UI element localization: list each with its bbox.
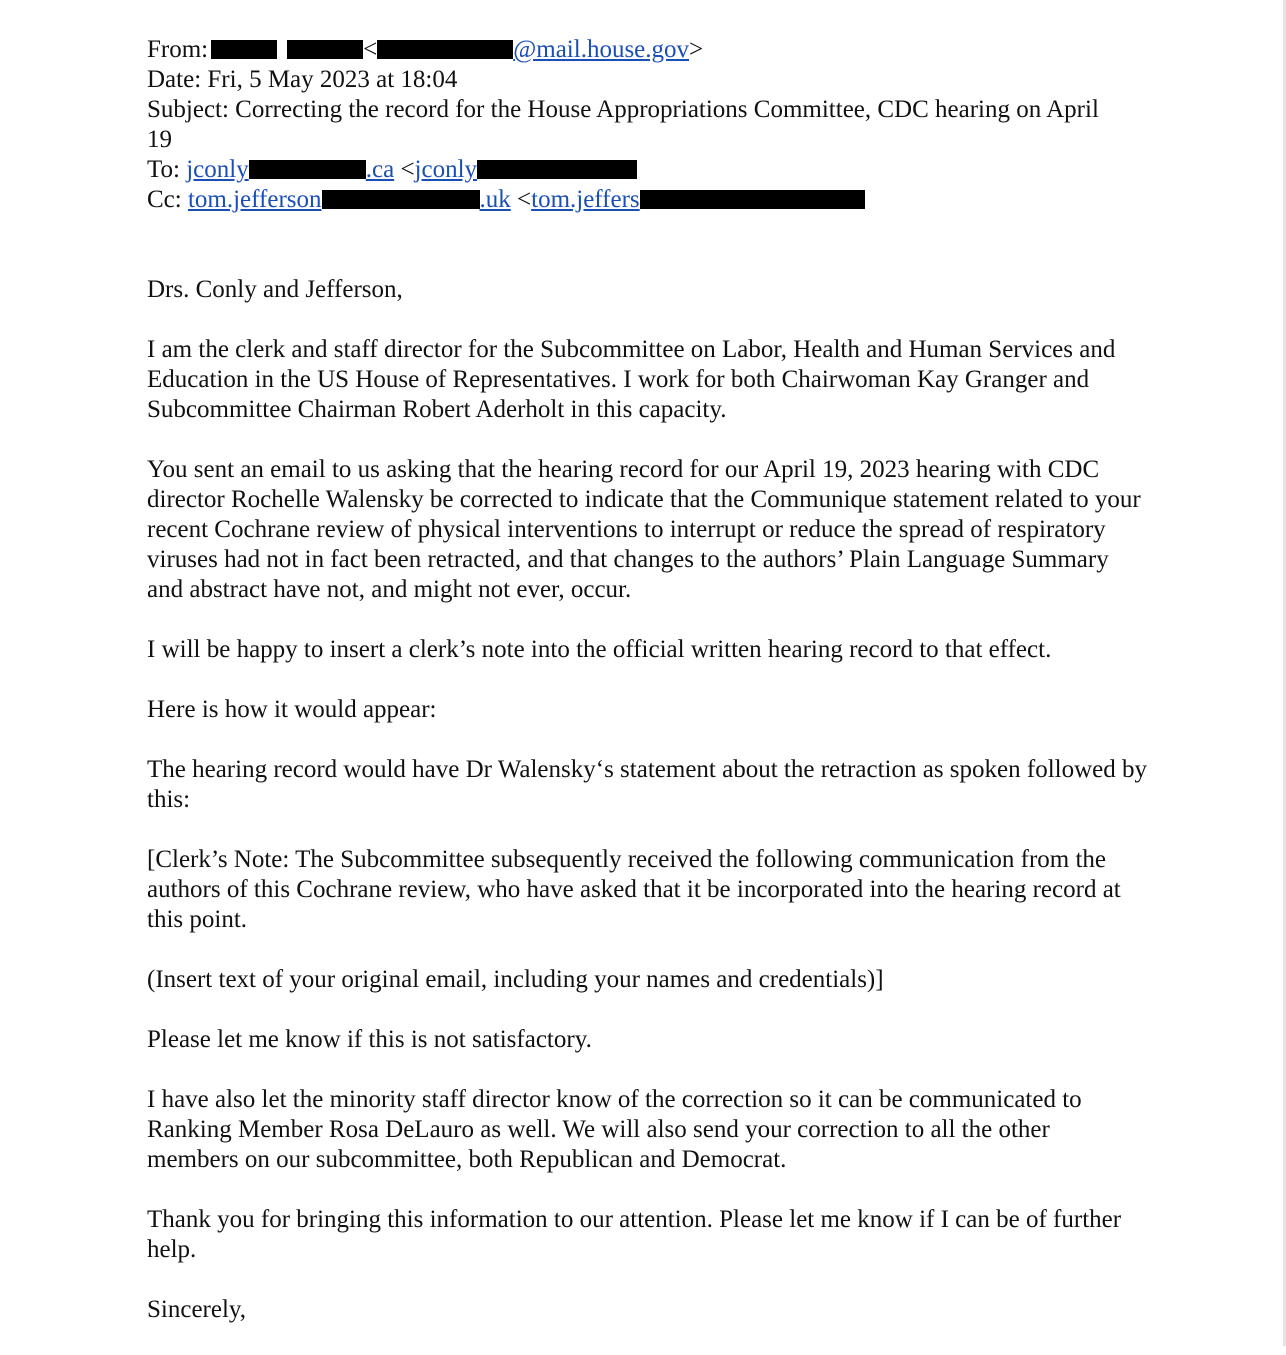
cc-email-part: .uk	[479, 186, 511, 213]
paragraph-request: You sent an email to us asking that the hearing record for our April 19, 2023 hearing with CDC director Rochelle Walensky be corrected to indicate that the Communique statement related to your recent Cochrane review of physical interventions to interrupt or reduce the spread of respiratory viruses had not in fact been retracted, and that changes to the authors’ Plain Language Summary and abstract have not, and might not ever, occur.	[147, 456, 1141, 603]
paragraph-minority: I have also let the minority staff director know of the correction so it can be communicated to Ranking Member Rosa DeLauro as well. We will also send your correction to all the other members on our subcommittee, both Republican and Democrat.	[147, 1086, 1082, 1173]
cc-line	[147, 185, 1147, 215]
paragraph-insert-note: I will be happy to insert a clerk’s note into the official written hearing record to that effect.	[147, 636, 1052, 663]
cc-email-part: tom.jeffers	[531, 186, 640, 213]
paragraph-thanks: Thank you for bringing this information to our attention. Please let me know if I can be of further help.	[147, 1206, 1122, 1263]
redaction-bar	[477, 160, 637, 179]
to-email-part: .ca	[365, 156, 395, 183]
subject-line: Subject: Correcting the record for the House Appropriations Committee, CDC hearing on April 19	[147, 96, 1099, 153]
cc-label: Cc:	[147, 186, 182, 213]
cc-email-part: tom.jefferson	[187, 186, 322, 213]
redaction-bar	[249, 160, 366, 179]
cc-open-bracket: <	[517, 186, 532, 213]
from-close-bracket: >	[689, 36, 704, 63]
to-email-part: jconly	[186, 156, 249, 183]
to-line	[147, 155, 1147, 185]
cc-email-link[interactable]	[188, 186, 511, 213]
redaction-bar	[211, 40, 277, 59]
to-email-link[interactable]	[186, 156, 394, 183]
paragraph-how-appear: Here is how it would appear:	[147, 696, 437, 723]
email-document	[147, 35, 1147, 1355]
paragraph-clerks-note: [Clerk’s Note: The Subcommittee subsequently received the following communication from the authors of this Cochrane review, who have asked that it be incorporated into the hearing record at this point.	[147, 846, 1121, 933]
header-body-gap	[147, 215, 1147, 275]
salutation: Drs. Conly and Jefferson,	[147, 276, 403, 303]
date-line: Date: Fri, 5 May 2023 at 18:04	[147, 66, 458, 93]
to-email-link-2[interactable]	[415, 156, 478, 183]
to-label: To:	[147, 156, 180, 183]
from-email-domain: @mail.house.gov	[513, 36, 690, 63]
to-email-part: jconly	[414, 156, 478, 183]
cc-email-link-2[interactable]	[531, 186, 640, 213]
to-open-bracket: <	[400, 156, 415, 183]
paragraph-insert-text: (Insert text of your original email, including your names and credentials)]	[147, 966, 884, 993]
paragraph-satisfactory: Please let me know if this is not satisfactory.	[147, 1026, 592, 1053]
closing: Sincerely,	[147, 1296, 247, 1323]
paragraph-record: The hearing record would have Dr Walensky‘s statement about the retraction as spoken followed by this:	[147, 756, 1147, 813]
from-open-bracket: <	[363, 36, 378, 63]
redaction-bar	[287, 40, 363, 59]
from-email-link[interactable]	[377, 36, 689, 63]
paragraph-role: I am the clerk and staff director for the Subcommittee on Labor, Health and Human Services and Education in the US House of Representatives. I work for both Chairwoman Kay Granger and Subcommittee Chairman Robert Aderholt in this capacity.	[147, 336, 1116, 423]
from-line	[147, 35, 1147, 65]
redaction-bar	[377, 40, 513, 59]
redaction-bar	[640, 190, 865, 209]
from-label: From:	[147, 36, 209, 63]
redaction-bar	[322, 190, 480, 209]
